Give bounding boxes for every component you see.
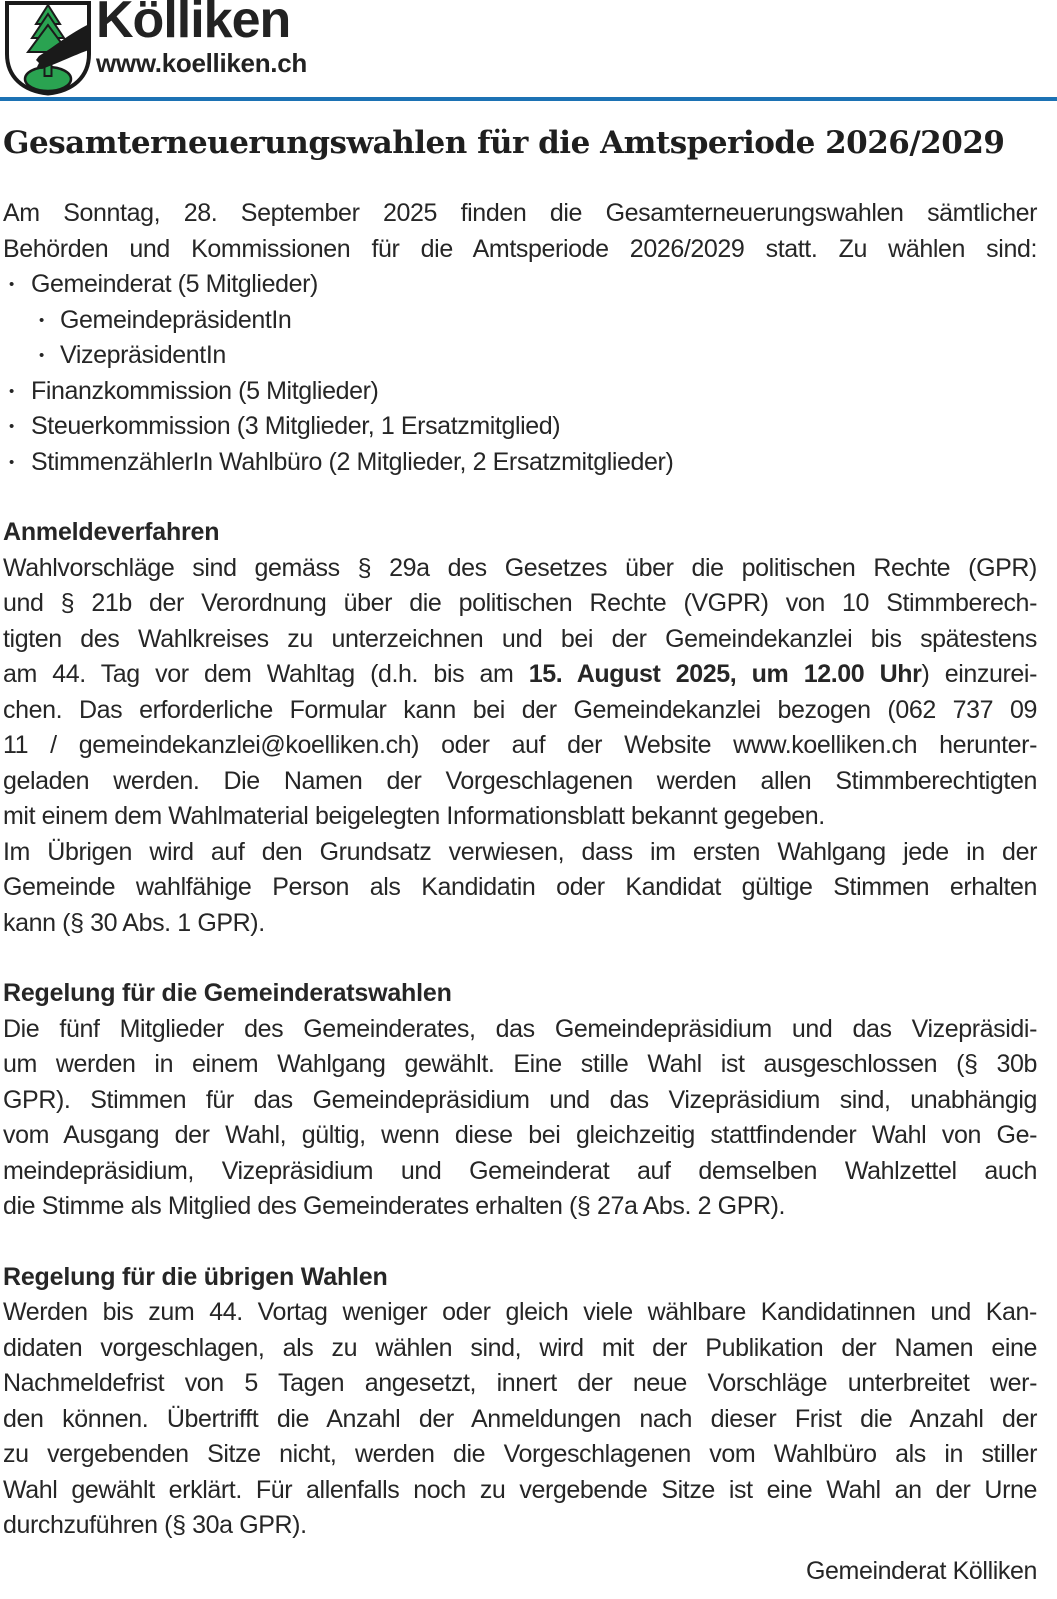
text-segment: Im Übrigen wird auf den Grundsatz verwiesen, dass im ersten Wahlgang jede in der <box>3 837 1037 866</box>
text-segment: zu vergebenden Sitze nicht, werden die Vorgeschlagenen vom Wahlbüro als in stiller <box>3 1440 1037 1468</box>
paragraph-line <box>3 1012 1037 1048</box>
text-segment: kann (§ 30 Abs. 1 GPR). <box>3 908 265 937</box>
text-segment: Nachmeldefrist von 5 Tagen angesetzt, innert der neue Vorschläge unterbreitet wer- <box>3 1369 1037 1397</box>
bullet-dot-icon: • <box>39 347 44 364</box>
bullet-text: StimmenzählerIn Wahlbüro (2 Mitglieder, 2 Ersatzmitglieder) <box>31 447 674 476</box>
text-segment: am 44. Tag vor dem Wahltag (d.h. bis am <box>3 660 529 688</box>
paragraph-line <box>3 232 1037 268</box>
bullet-text: VizepräsidentIn <box>60 341 226 369</box>
text-segment: um werden in einem Wahlgang gewählt. Eine stille Wahl ist ausgeschlossen (§ 30b <box>3 1050 1037 1078</box>
paragraph-line <box>3 906 1037 942</box>
text-segment: durchzuführen (§ 30a GPR). <box>3 1511 307 1539</box>
text-segment: Die fünf Mitglieder des Gemeinderates, das Gemeindepräsidium und das Vizepräsidi- <box>3 1014 1037 1043</box>
paragraph-line <box>3 1366 1037 1402</box>
paragraph-line <box>3 1331 1037 1367</box>
bullet-text: Finanzkommission (5 Mitglieder) <box>31 376 379 405</box>
emphasized-text: 15. August 2025, um 12.00 Uhr <box>528 660 922 688</box>
text-segment: und § 21b der Verordnung über die politischen Rechte (VGPR) von 10 Stimmberech- <box>3 589 1037 617</box>
paragraph-line <box>3 1047 1037 1083</box>
bullet-text: Steuerkommission (3 Mitglieder, 1 Ersatzmitglied) <box>31 412 561 440</box>
text-segment: meindepräsidium, Vizepräsidium und Gemeinderat auf demselben Wahlzettel auch <box>3 1156 1037 1185</box>
paragraph-line <box>3 1473 1037 1509</box>
paragraph-line <box>3 622 1037 658</box>
text-segment: den können. Übertrifft die Anzahl der Anmeldungen nach dieser Frist die Anzahl der <box>3 1404 1037 1433</box>
text-segment: 11 / gemeindekanzlei@koelliken.ch) oder auf der Website www.koelliken.ch herunter- <box>3 731 1037 759</box>
bullet-item <box>3 409 1037 445</box>
bullet-dot-icon: • <box>9 418 14 435</box>
section-heading: Anmeldeverfahren <box>3 518 220 546</box>
text-segment: Behörden und Kommissionen für die Amtsperiode 2026/2029 statt. Zu wählen sind: <box>3 234 1037 263</box>
text-segment: Am Sonntag, 28. September 2025 finden die Gesamterneuerungswahlen sämtlicher <box>3 199 1037 227</box>
bullet-dot-icon: • <box>39 311 44 329</box>
text-segment: didaten vorgeschlagen, als zu wählen sind, wird mit der Publikation der Namen eine <box>3 1333 1037 1362</box>
bullet-item <box>3 303 1037 339</box>
bullet-item <box>3 267 1037 303</box>
text-segment: geladen werden. Die Namen der Vorgeschlagenen werden allen Stimmberechtigten <box>3 766 1037 795</box>
bullet-text: Gemeinderat (5 Mitglieder) <box>31 270 318 298</box>
section-heading: Regelung für die Gemeinderatswahlen <box>3 979 452 1007</box>
paragraph-line <box>3 1154 1037 1190</box>
paragraph <box>3 1012 1037 1225</box>
bullet-dot-icon: • <box>9 382 14 400</box>
paragraph-line <box>3 1508 1037 1544</box>
paragraph-line <box>3 1295 1037 1331</box>
text-segment: ) einzurei- <box>921 660 1038 688</box>
paragraph <box>3 196 1037 267</box>
section-heading: Regelung für die übrigen Wahlen <box>3 1262 388 1291</box>
paragraph <box>3 551 1037 942</box>
paragraph-line <box>3 1083 1037 1119</box>
paragraph-line <box>3 1402 1037 1438</box>
paragraph-line <box>3 586 1037 622</box>
text-segment: vom Ausgang der Wahl, gültig, wenn diese bei gleichzeitig stattfindender Wahl von Ge- <box>3 1121 1037 1149</box>
bullet-dot-icon: • <box>9 453 14 471</box>
text-segment: chen. Das erforderliche Formular kann bei der Gemeindekanzlei bezogen (062 737 09 <box>3 695 1037 724</box>
bullet-text: GemeindepräsidentIn <box>60 305 292 334</box>
text-segment: Wahlvorschläge sind gemäss § 29a des Gesetzes über die politischen Rechte (GPR) <box>3 553 1037 582</box>
page-title: Gesamterneuerungswahlen für die Amtsperiode 2026/2029 <box>3 125 1005 161</box>
paragraph-line <box>3 551 1037 587</box>
paragraph-line <box>3 693 1037 729</box>
paragraph-line <box>3 764 1037 800</box>
org-name: Kölliken <box>96 0 291 49</box>
paragraph-line <box>3 799 1037 835</box>
bullet-item <box>3 445 1037 481</box>
header-divider <box>0 97 1057 101</box>
bullet-list <box>3 267 1037 480</box>
paragraph-line <box>3 1437 1037 1473</box>
paragraph-line <box>3 728 1037 764</box>
text-segment: mit einem dem Wahlmaterial beigelegten Informationsblatt bekannt gegeben. <box>3 802 825 830</box>
bullet-item <box>3 374 1037 410</box>
text-segment: GPR). Stimmen für das Gemeindepräsidium und das Vizepräsidium sind, unabhängig <box>3 1085 1037 1114</box>
website-url: www.koelliken.ch <box>96 48 307 79</box>
text-segment: tigten des Wahlkreises zu unterzeichnen und bei der Gemeindekanzlei bis spätestens <box>3 624 1037 653</box>
text-segment: die Stimme als Mitglied des Gemeinderates erhalten (§ 27a Abs. 2 GPR). <box>3 1192 786 1220</box>
text-segment: Werden bis zum 44. Vortag weniger oder gleich viele wählbare Kandidatinnen und Kan- <box>3 1298 1037 1326</box>
paragraph-line <box>3 196 1037 232</box>
bullet-dot-icon: • <box>9 276 14 293</box>
koelliken-coat-of-arms-icon <box>3 0 93 96</box>
bullet-item <box>3 338 1037 374</box>
signature: Gemeinderat Kölliken <box>805 1556 1037 1585</box>
text-segment: Gemeinde wahlfähige Person als Kandidatin oder Kandidat gültige Stimmen erhalten <box>3 873 1037 901</box>
text-segment: Wahl gewählt erklärt. Für allenfalls noch zu vergebende Sitze ist eine Wahl an der Urne <box>3 1475 1037 1504</box>
paragraph-line <box>3 870 1037 906</box>
paragraph-line <box>3 1189 1037 1225</box>
paragraph-line <box>3 835 1037 871</box>
header-text <box>96 0 307 79</box>
header <box>3 0 1037 97</box>
paragraph-line <box>3 1118 1037 1154</box>
paragraph-line <box>3 657 1037 693</box>
paragraph <box>3 1295 1037 1544</box>
document-body <box>3 196 1037 1544</box>
